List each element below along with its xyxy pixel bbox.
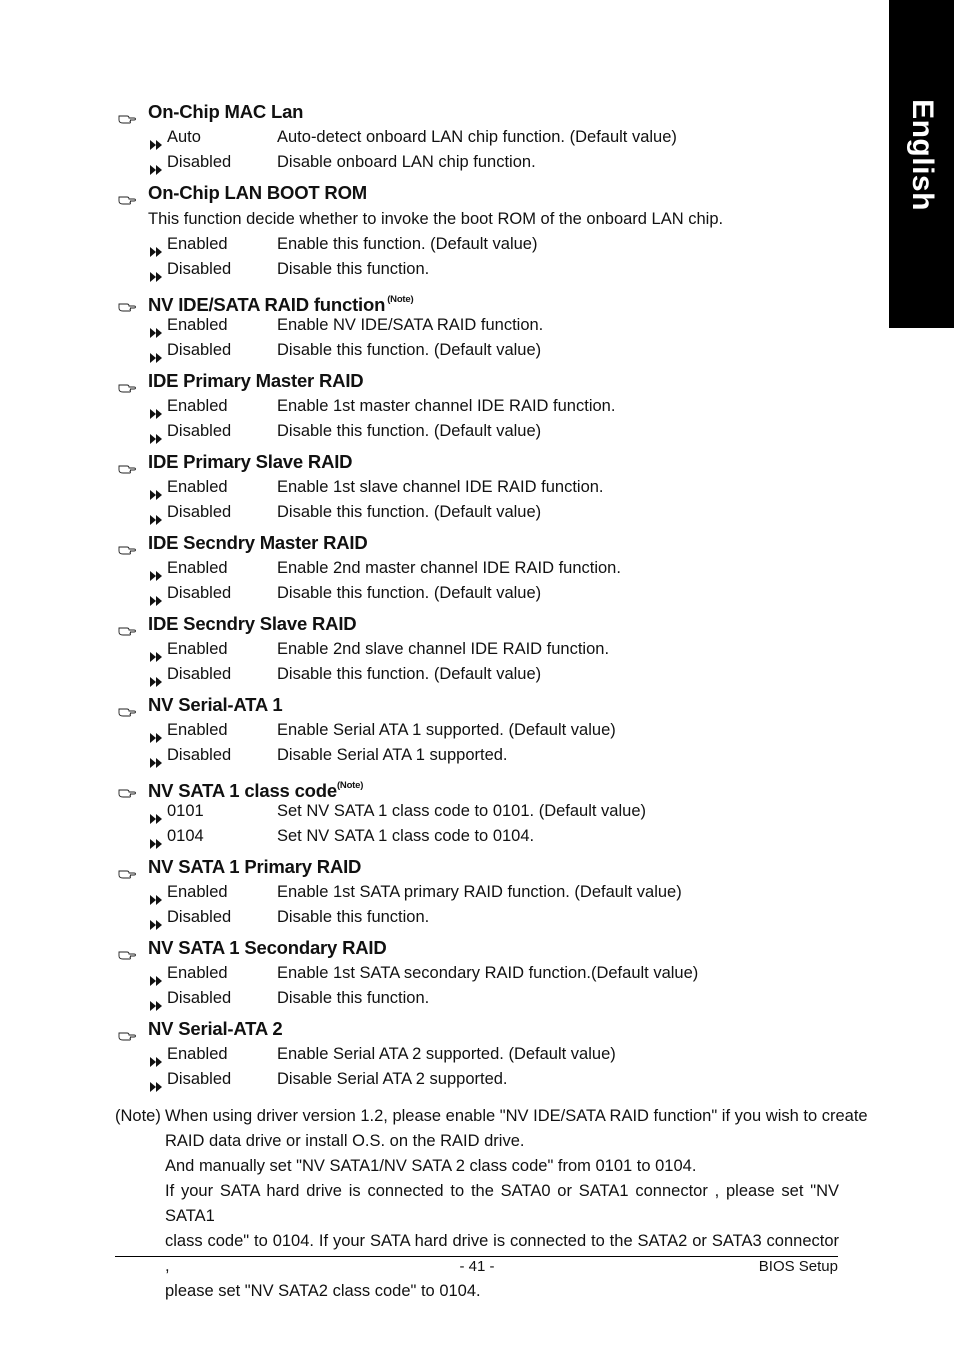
option-row: [118, 824, 858, 849]
option-name: Disabled: [167, 503, 232, 521]
option-row: [118, 150, 858, 175]
option-row: [118, 662, 858, 687]
pointing-hand-icon: [118, 779, 136, 791]
option-row: [118, 986, 858, 1011]
section-title: NV Serial-ATA 1: [148, 694, 283, 715]
option-row: [118, 125, 858, 150]
option-description: Enable 1st SATA secondary RAID function.(Default value): [277, 964, 699, 982]
section-title-row: [118, 287, 858, 313]
section-spacer: [118, 1092, 858, 1097]
section-title-row: [118, 692, 858, 718]
double-arrow-icon: [150, 346, 163, 356]
section-title-row: [118, 1016, 858, 1042]
option-row: [118, 394, 858, 419]
section-title: IDE Primary Slave RAID: [148, 451, 353, 472]
double-arrow-icon: [150, 321, 163, 331]
double-arrow-icon: [150, 402, 163, 412]
double-arrow-icon: [150, 483, 163, 493]
option-name: Enabled: [167, 478, 228, 496]
option-row: [118, 880, 858, 905]
pointing-hand-icon: [118, 617, 136, 629]
section-title: IDE Secndry Master RAID: [148, 532, 368, 553]
double-arrow-icon: [150, 969, 163, 979]
option-description: Disable this function.: [277, 260, 430, 278]
side-tab-label: English: [905, 99, 939, 211]
double-arrow-icon: [150, 832, 163, 842]
bios-setting-section: [118, 180, 858, 287]
option-name: Enabled: [167, 1045, 228, 1063]
pointing-hand-icon: [118, 941, 136, 953]
double-arrow-icon: [150, 265, 163, 275]
option-row: [118, 1042, 858, 1067]
section-description: This function decide whether to invoke the boot ROM of the onboard LAN chip.: [148, 210, 724, 228]
option-name: Enabled: [167, 235, 228, 253]
note-superscript: (Note): [387, 294, 414, 305]
pointing-hand-icon: [118, 293, 136, 305]
option-name: Enabled: [167, 883, 228, 901]
option-name: Disabled: [167, 746, 232, 764]
option-row: [118, 500, 858, 525]
note-superscript: (Note): [336, 780, 364, 791]
option-name: Disabled: [167, 1070, 232, 1088]
option-description: Disable Serial ATA 2 supported.: [277, 1070, 508, 1088]
footnote-label: (Note): [115, 1107, 161, 1125]
option-name: Auto: [167, 128, 201, 146]
bios-setting-section: [118, 692, 858, 773]
option-description: Enable 1st master channel IDE RAID function.: [277, 397, 616, 415]
bios-setting-section: [118, 530, 858, 611]
option-description: Enable Serial ATA 1 supported. (Default value): [277, 721, 616, 739]
option-name: Enabled: [167, 559, 228, 577]
option-description: Auto-detect onboard LAN chip function. (Default value): [277, 128, 677, 146]
double-arrow-icon: [150, 807, 163, 817]
section-title: NV IDE/SATA RAID function: [148, 294, 386, 315]
section-title: NV Serial-ATA 2: [148, 1018, 283, 1039]
option-row: [118, 905, 858, 930]
pointing-hand-icon: [118, 374, 136, 386]
option-name: 0101: [167, 802, 204, 820]
option-row: [118, 961, 858, 986]
section-title-row: [118, 530, 858, 556]
footnote-line: When using driver version 1.2, please enable "NV IDE/SATA RAID function" if you wish to create: [165, 1107, 868, 1125]
section-title-row: [118, 611, 858, 637]
footer-section-name: BIOS Setup: [758, 1258, 838, 1275]
double-arrow-icon: [150, 670, 163, 680]
section-title: NV SATA 1 Primary RAID: [148, 856, 362, 877]
option-name: Enabled: [167, 640, 228, 658]
option-name: Disabled: [167, 260, 232, 278]
bios-setting-section: [118, 773, 858, 854]
double-arrow-icon: [150, 427, 163, 437]
pointing-hand-icon: [118, 698, 136, 710]
page-number: - 41 -: [459, 1258, 495, 1275]
bios-setting-section: [118, 287, 858, 368]
option-description: Enable Serial ATA 2 supported. (Default value): [277, 1045, 616, 1063]
footnote-line: RAID data drive or install O.S. on the RAID drive.: [165, 1132, 525, 1150]
option-row: [118, 419, 858, 444]
bios-setting-section: [118, 1016, 858, 1097]
option-row: [118, 257, 858, 282]
option-row: [118, 338, 858, 363]
pointing-hand-icon: [118, 1022, 136, 1034]
option-row: [118, 581, 858, 606]
option-description: Disable this function. (Default value): [277, 503, 542, 521]
option-description: Enable this function. (Default value): [277, 235, 538, 253]
option-description: Disable this function. (Default value): [277, 584, 542, 602]
option-description: Set NV SATA 1 class code to 0104.: [277, 827, 535, 845]
double-arrow-icon: [150, 240, 163, 250]
section-title-row: [118, 935, 858, 961]
double-arrow-icon: [150, 751, 163, 761]
footnote-line: If your SATA hard drive is connected to the SATA0 or SATA1 connector , please set "NV SATA1: [165, 1182, 839, 1225]
double-arrow-icon: [150, 913, 163, 923]
double-arrow-icon: [150, 888, 163, 898]
option-name: Enabled: [167, 397, 228, 415]
option-description: Disable this function. (Default value): [277, 422, 542, 440]
option-description: Disable this function. (Default value): [277, 665, 542, 683]
double-arrow-icon: [150, 645, 163, 655]
option-description: Enable 2nd master channel IDE RAID function.: [277, 559, 621, 577]
option-name: Disabled: [167, 341, 232, 359]
double-arrow-icon: [150, 133, 163, 143]
option-name: Disabled: [167, 584, 232, 602]
footnote-line: And manually set "NV SATA1/NV SATA 2 class code" from 0101 to 0104.: [165, 1157, 697, 1175]
section-title: On-Chip MAC Lan: [148, 101, 304, 122]
bios-setting-section: [118, 368, 858, 449]
option-row: [118, 743, 858, 768]
option-description: Enable 1st slave channel IDE RAID function.: [277, 478, 604, 496]
footnote-line: please set "NV SATA2 class code" to 0104.: [165, 1282, 481, 1300]
section-title-row: [118, 368, 858, 394]
pointing-hand-icon: [118, 105, 136, 117]
option-name: Enabled: [167, 721, 228, 739]
option-description: Enable 2nd slave channel IDE RAID function.: [277, 640, 610, 658]
option-row: [118, 475, 858, 500]
option-description: Disable this function.: [277, 989, 430, 1007]
section-title: NV SATA 1 class code: [148, 780, 337, 801]
double-arrow-icon: [150, 994, 163, 1004]
pointing-hand-icon: [118, 455, 136, 467]
double-arrow-icon: [150, 726, 163, 736]
double-arrow-icon: [150, 1050, 163, 1060]
language-side-tab: [889, 0, 954, 328]
double-arrow-icon: [150, 158, 163, 168]
option-row: [118, 1067, 858, 1092]
option-description: Enable NV IDE/SATA RAID function.: [277, 316, 544, 334]
pointing-hand-icon: [118, 186, 136, 198]
pointing-hand-icon: [118, 536, 136, 548]
section-title: NV SATA 1 Secondary RAID: [148, 937, 387, 958]
footnote-line: class code" to 0104. If your SATA hard drive is connected to the SATA2 or SATA3 connector ,: [165, 1232, 839, 1275]
option-description: Enable 1st SATA primary RAID function. (Default value): [277, 883, 682, 901]
option-name: Enabled: [167, 964, 228, 982]
bios-setting-section: [118, 449, 858, 530]
section-title-row: [118, 99, 858, 125]
option-description: Set NV SATA 1 class code to 0101. (Default value): [277, 802, 646, 820]
section-title-row: [118, 180, 858, 206]
bios-setting-section: [118, 611, 858, 692]
option-row: [118, 637, 858, 662]
section-title-row: [118, 773, 858, 799]
section-title-row: [118, 449, 858, 475]
option-name: Disabled: [167, 422, 232, 440]
footer-divider: [115, 1256, 838, 1257]
section-title-row: [118, 854, 858, 880]
option-name: Disabled: [167, 665, 232, 683]
bios-setting-section: [118, 935, 858, 1016]
option-row: [118, 556, 858, 581]
double-arrow-icon: [150, 508, 163, 518]
option-description: Disable onboard LAN chip function.: [277, 153, 536, 171]
section-title: IDE Secndry Slave RAID: [148, 613, 357, 634]
option-description: Disable this function.: [277, 908, 430, 926]
option-description: Disable Serial ATA 1 supported.: [277, 746, 508, 764]
section-title: IDE Primary Master RAID: [148, 370, 364, 391]
double-arrow-icon: [150, 1075, 163, 1085]
option-name: Enabled: [167, 316, 228, 334]
option-name: Disabled: [167, 153, 232, 171]
double-arrow-icon: [150, 589, 163, 599]
option-row: [118, 232, 858, 257]
section-title: On-Chip LAN BOOT ROM: [148, 182, 367, 203]
option-name: Disabled: [167, 989, 232, 1007]
option-row: [118, 718, 858, 743]
option-description: Disable this function. (Default value): [277, 341, 542, 359]
bios-setting-section: [118, 99, 858, 180]
bios-setting-section: [118, 854, 858, 935]
option-row: [118, 799, 858, 824]
bios-settings-list: [118, 99, 858, 1097]
pointing-hand-icon: [118, 860, 136, 872]
option-name: 0104: [167, 827, 204, 845]
option-row: [118, 313, 858, 338]
double-arrow-icon: [150, 564, 163, 574]
option-name: Disabled: [167, 908, 232, 926]
